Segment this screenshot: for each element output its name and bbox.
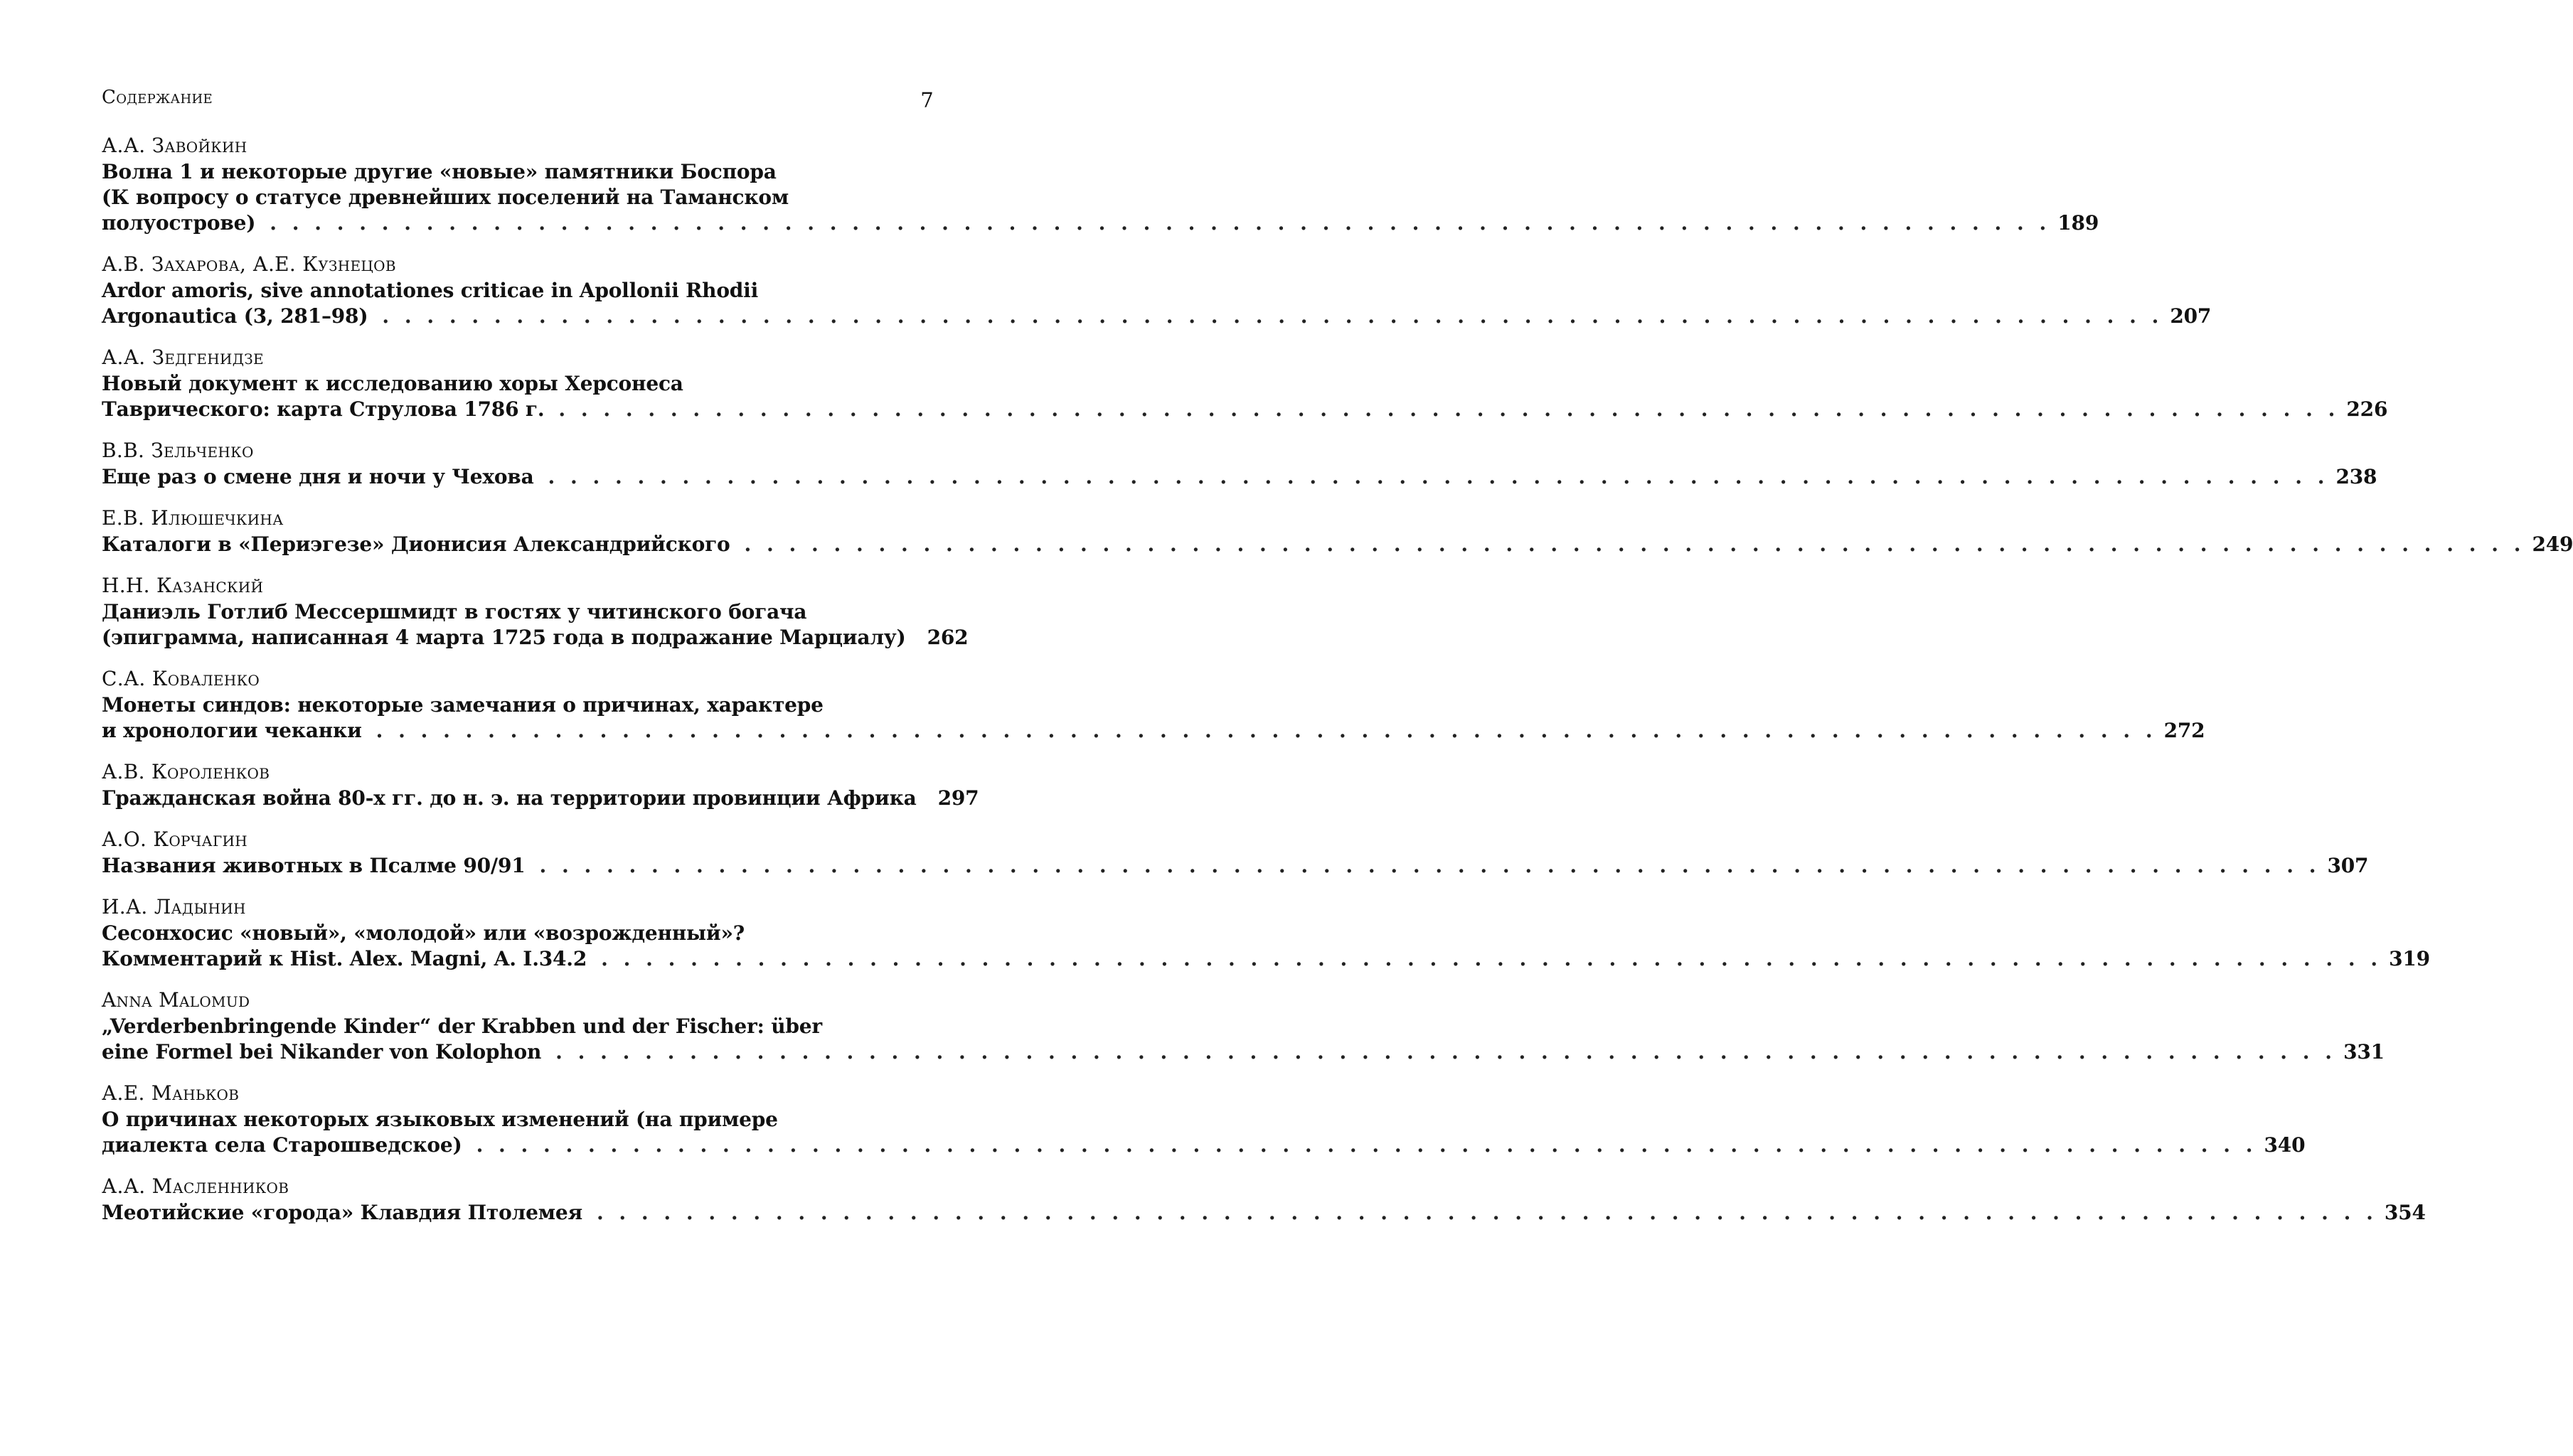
toc-entry	[102, 1173, 2426, 1226]
entry-final-line	[102, 718, 2205, 744]
dot-leader: . . . . . . . . . . . . . . . . . . . . . . . . . . . . . . . . . . . . . . . . . . . . . . . . . . . . . . . . . . . . . . . . . . . . . . . . . . . . . . . .	[596, 1201, 2377, 1224]
entry-page-number: 340	[2264, 1133, 2306, 1157]
entry-author: А.В. Захарова, А.Е. Кузнецов	[102, 252, 396, 276]
toc-entry	[102, 987, 2385, 1065]
entry-author: Е.В. Илюшечкина	[102, 506, 284, 530]
entry-title-line: Argonautica (3, 281–98)	[102, 304, 368, 328]
dot-leader: . . . . . . . . . . . . . . . . . . . . . . . . . . . . . . . . . . . . . . . . . . . . . . . . . . . . . . . . . . . . . . . . . . . . . . . . . . . . . . . .	[476, 1133, 2257, 1157]
toc-entry	[102, 132, 2099, 236]
entry-page-number: 249	[2532, 532, 2573, 556]
entry-page-number: 331	[2343, 1040, 2385, 1064]
entry-final-line	[102, 1200, 2426, 1226]
entry-page-number: 207	[2170, 304, 2212, 328]
entry-author: А.В. Короленков	[102, 760, 270, 783]
entry-author: А.А. Завойкин	[102, 134, 247, 157]
entry-page-number: 307	[2327, 854, 2369, 877]
dot-leader: . . . . . . . . . . . . . . . . . . . . . . . . . . . . . . . . . . . . . . . . . . . . . . . . . . . . . . . . . . . . . . . . . . . . . . . . . . . . . . . .	[555, 1040, 2337, 1064]
toc-entry	[102, 665, 2205, 744]
dot-leader: . . . . . . . . . . . . . . . . . . . . . . . . . . . . . . . . . . . . . . . . . . . . . . . . . . . . . . . . . . . . . . . . . . . . . . . . . . . . . . . .	[548, 465, 2329, 488]
table-of-contents	[102, 132, 2573, 1226]
page-number: 7	[920, 88, 934, 112]
entry-author: Н.Н. Казанский	[102, 574, 264, 597]
entry-author: А.А. Зедгенидзе	[102, 346, 264, 369]
entry-final-line	[102, 464, 2377, 490]
entry-title-line: „Verderbenbringende Kinder“ der Krabben und der Fischer: über	[102, 1015, 822, 1038]
entry-page-number: 262	[927, 626, 969, 649]
entry-title-line: Названия животных в Псалме 90/91	[102, 854, 526, 877]
entry-page-number: 189	[2057, 211, 2099, 235]
toc-page	[102, 84, 2573, 1241]
entry-title-line: Волна 1 и некоторые другие «новые» памятники Боспора	[102, 160, 777, 183]
dot-leader: . . . . . . . . . . . . . . . . . . . . . . . . . . . . . . . . . . . . . . . . . . . . . . . . . . . . . . . . . . . . . . . . . . . . . . . . . . . . . . . .	[601, 947, 2382, 970]
entry-final-line	[102, 304, 2212, 329]
dot-leader: . . . . . . . . . . . . . . . . . . . . . . . . . . . . . . . . . . . . . . . . . . . . . . . . . . . . . . . . . . . . . . . . . . . . . . . . . . . . . . . .	[744, 532, 2525, 556]
entry-page-number: 354	[2384, 1201, 2426, 1224]
toc-entry	[102, 1080, 2306, 1158]
entry-title-line: Сесонхосис «новый», «молодой» или «возрожденный»?	[102, 921, 745, 945]
running-head-title: Содержание	[102, 87, 213, 108]
dot-leader: . . . . . . . . . . . . . . . . . . . . . . . . . . . . . . . . . . . . . . . . . . . . . . . . . . . . . . . . . . . . . . . . . . . . . . . . . . . . . . . .	[270, 211, 2051, 235]
dot-leader: . . . . . . . . . . . . . . . . . . . . . . . . . . . . . . . . . . . . . . . . . . . . . . . . . . . . . . . . . . . . . . . . . . . . . . . . . . . . . . . .	[375, 719, 2157, 742]
toc-entry	[102, 437, 2377, 490]
entry-final-line	[102, 1039, 2385, 1065]
entry-title-line: Каталоги в «Периэгезе» Дионисия Александрийского	[102, 532, 730, 556]
entry-title-line: (К вопросу о статусе древнейших поселений на Таманском	[102, 186, 789, 209]
entry-title-line: Таврического: карта Струлова 1786 г.	[102, 397, 545, 421]
toc-entry	[102, 344, 2388, 422]
entry-title-line: диалекта села Старошведское)	[102, 1133, 462, 1157]
toc-entry	[102, 759, 979, 811]
entry-page-number: 238	[2335, 465, 2377, 488]
entry-page-number: 272	[2163, 719, 2205, 742]
entry-title-line: Комментарий к Hist. Alex. Magni, A. I.34.2	[102, 947, 587, 970]
entry-final-line	[102, 397, 2388, 422]
entry-final-line	[102, 1133, 2306, 1158]
entry-final-line	[102, 786, 979, 811]
running-head	[102, 84, 934, 117]
entry-title-line: Даниэль Готлиб Мессершмидт в гостях у читинского богача	[102, 600, 807, 623]
dot-leader: . . . . . . . . . . . . . . . . . . . . . . . . . . . . . . . . . . . . . . . . . . . . . . . . . . . . . . . . . . . . . . . . . . . . . . . . . . . . . . . .	[558, 397, 2340, 421]
toc-entry	[102, 894, 2430, 972]
entry-title-line: Меотийские «города» Клавдия Птолемея	[102, 1201, 582, 1224]
dot-leader: . . . . . . . . . . . . . . . . . . . . . . . . . . . . . . . . . . . . . . . . . . . . . . . . . . . . . . . . . . . . . . . . . . . . . . . . . . . . . . . .	[382, 304, 2163, 328]
entry-page-number: 297	[937, 786, 979, 810]
entry-author: Anna Malomud	[102, 988, 250, 1012]
entry-author: В.В. Зельченко	[102, 439, 254, 462]
entry-author: С.А. Коваленко	[102, 667, 260, 690]
entry-final-line	[102, 853, 2369, 879]
entry-author: И.А. Ладынин	[102, 895, 246, 919]
toc-entry	[102, 505, 2573, 557]
toc-entry	[102, 572, 969, 651]
entry-title-line: полуострове)	[102, 211, 256, 235]
entry-title-line: Гражданская война 80-х гг. до н. э. на территории провинции Африка	[102, 786, 917, 810]
entry-page-number: 226	[2346, 397, 2388, 421]
entry-page-number: 319	[2389, 947, 2430, 970]
entry-final-line	[102, 210, 2099, 236]
entry-final-line	[102, 946, 2430, 972]
dot-leader: . . . . . . . . . . . . . . . . . . . . . . . . . . . . . . . . . . . . . . . . . . . . . . . . . . . . . . . . . . . . . . . . . . . . . . . . . . . . . . . .	[539, 854, 2321, 877]
entry-final-line	[102, 532, 2573, 557]
entry-title-line: Новый документ к исследованию хоры Херсонеса	[102, 372, 683, 395]
entry-title-line: Ardor amoris, sive annotationes criticae in Apollonii Rhodii	[102, 279, 759, 302]
entry-title-line: (эпиграмма, написанная 4 марта 1725 года в подражание Марциалу)	[102, 626, 906, 649]
entry-title-line: Монеты синдов: некоторые замечания о причинах, характере	[102, 693, 824, 717]
entry-title-line: и хронологии чеканки	[102, 719, 362, 742]
toc-entry	[102, 251, 2212, 329]
entry-author: А.Е. Маньков	[102, 1081, 240, 1105]
entry-title-line: Еще раз о смене дня и ночи у Чехова	[102, 465, 534, 488]
entry-title-line: eine Formel bei Nikander von Kolophon	[102, 1040, 542, 1064]
entry-author: А.О. Корчагин	[102, 828, 248, 851]
entry-final-line	[102, 625, 969, 651]
entry-author: А.А. Масленников	[102, 1174, 289, 1198]
entry-title-line: О причинах некоторых языковых изменений (на примере	[102, 1108, 778, 1131]
toc-entry	[102, 826, 2369, 879]
